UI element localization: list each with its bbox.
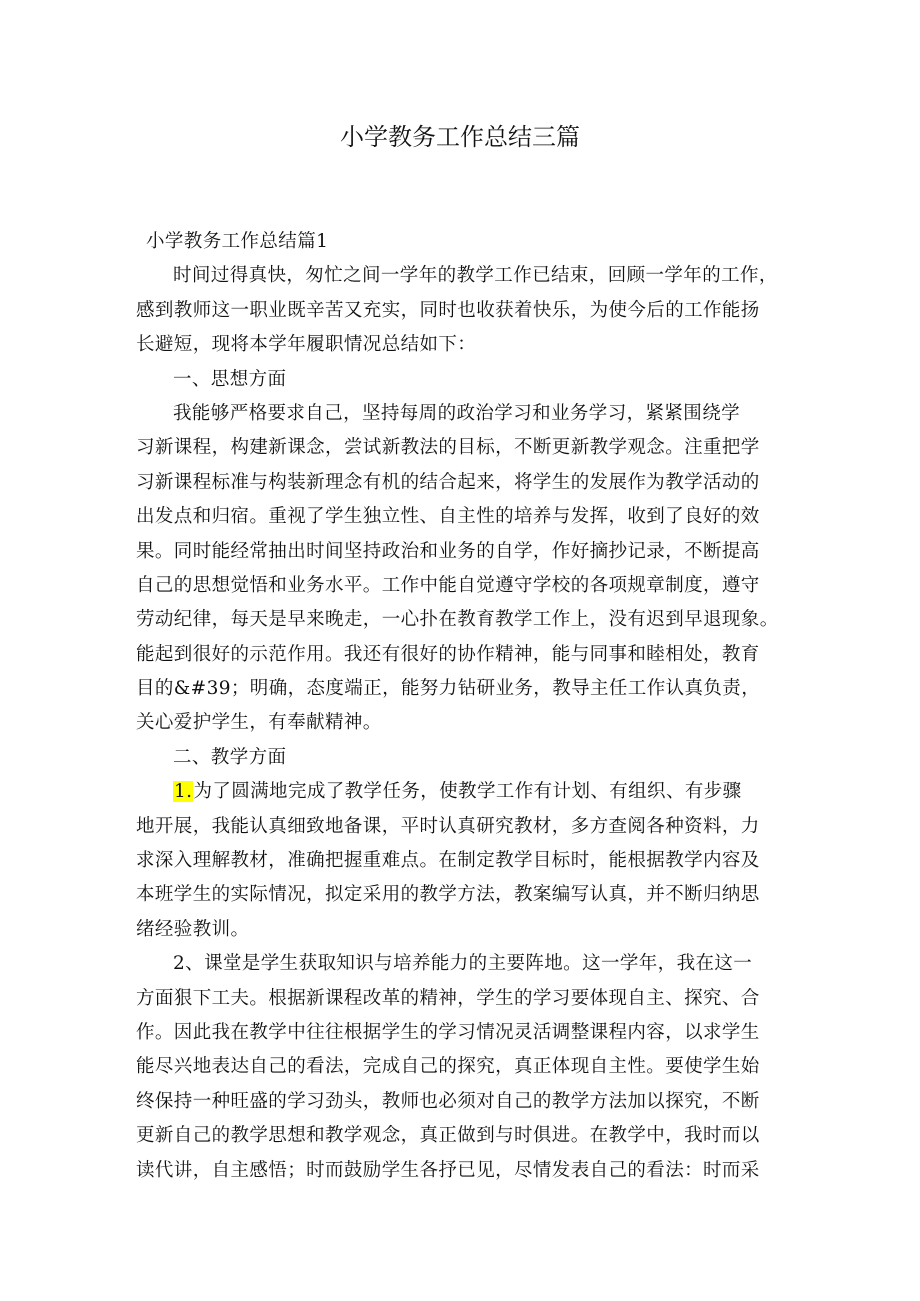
line-text: 长避短，现将本学年履职情况总结如下： [136,334,477,356]
line-text: 绪经验教训。 [136,918,250,940]
line-text: 本班学生的实际情况，拟定采用的教学方法，教案编写认真，并不断归纳思 [136,884,760,906]
line-text: 方面狠下工夫。根据新课程改革的精神，学生的学习要体现自主、探究、合 [136,987,760,1009]
text-line [136,397,796,431]
text-line [136,466,796,500]
text-line [136,878,796,912]
text-line [136,500,796,534]
text-line [136,775,796,809]
text-line [136,1085,796,1119]
text-line [136,741,796,775]
line-text: 关心爱护学生，有奉献精神。 [136,712,382,734]
text-line [136,225,796,259]
line-text: 时间过得真快，匆忙之间一学年的教学工作已结束，回顾一学年的工作， [173,265,778,287]
text-line [136,638,796,672]
text-line [136,1119,796,1153]
text-line [136,672,796,706]
text-line [136,294,796,328]
text-line [136,569,796,603]
document-body [136,225,796,1188]
text-line [136,982,796,1016]
line-text: 终保持一种旺盛的学习劲头，教师也必须对自己的教学方法加以探究，不断 [136,1090,760,1112]
line-text: 能尽兴地表达自己的看法，完成自己的探究，真正体现自主性。要使学生始 [136,1056,760,1078]
list-marker-highlight: 1. [174,781,193,803]
line-text: 求深入理解教材，准确把握重难点。在制定教学目标时，能根据教学内容及 [136,850,760,872]
line-text: 地开展，我能认真细致地备课，平时认真研究教材，多方查阅各种资料，力 [136,815,760,837]
line-text: 出发点和归宿。重视了学生独立性、自主性的培养与发挥，收到了良好的效 [136,506,760,528]
line-text: 习新课程，构建新课念，尝试新教法的目标，不断更新教学观念。注重把学 [136,437,760,459]
line-text: 我能够严格要求自己，坚持每周的政治学习和业务学习，紧紧围绕学 [173,402,741,424]
text-line [136,947,796,981]
page-title: 小学教务工作总结三篇 [340,123,580,151]
text-line [136,844,796,878]
line-text: 能起到很好的示范作用。我还有很好的协作精神，能与同事和睦相处，教育 [136,643,760,665]
text-line [136,913,796,947]
line-text: 目的&#39；明确，态度端正，能努力钻研业务，教导主任工作认真负责， [136,678,761,700]
line-text: 为了圆满地完成了教学任务，使教学工作有计划、有组织、有步骤 [193,781,742,803]
line-text: 更新自己的教学思想和教学观念，真正做到与时俱进。在教学中，我时而以 [136,1125,760,1147]
text-line [136,810,796,844]
line-text: 小学教务工作总结篇1 [146,231,329,252]
text-line [136,706,796,740]
line-text: 自己的思想觉悟和业务水平。工作中能自觉遵守学校的各项规章制度，遵守 [136,574,760,596]
line-text: 果。同时能经常抽出时间坚持政治和业务的自学，作好摘抄记录，不断提高 [136,540,760,562]
line-text: 劳动纪律，每天是早来晚走，一心扑在教育教学工作上，没有迟到早退现象。 [136,609,779,631]
text-line [136,363,796,397]
line-text: 2、课堂是学生获取知识与培养能力的主要阵地。这一学年，我在这一 [173,953,753,975]
text-line [136,259,796,293]
line-text: 习新课程标准与构装新理念有机的结合起来，将学生的发展作为教学活动的 [136,471,760,493]
text-line [136,1154,796,1188]
line-text: 作。因此我在教学中往往根据学生的学习情况灵活调整课程内容，以求学生 [136,1021,760,1043]
text-line [136,603,796,637]
line-text: 读代讲，自主感悟；时而鼓励学生各抒已见，尽情发表自己的看法：时而采 [136,1159,760,1181]
text-line [136,535,796,569]
text-line [136,1050,796,1084]
line-text: 二、教学方面 [173,746,287,768]
text-line [136,431,796,465]
line-text: 感到教师这一职业既辛苦又充实，同时也收获着快乐，为使今后的工作能扬 [136,299,760,321]
text-line [136,328,796,362]
line-text: 一、思想方面 [173,368,287,390]
text-line [136,1016,796,1050]
